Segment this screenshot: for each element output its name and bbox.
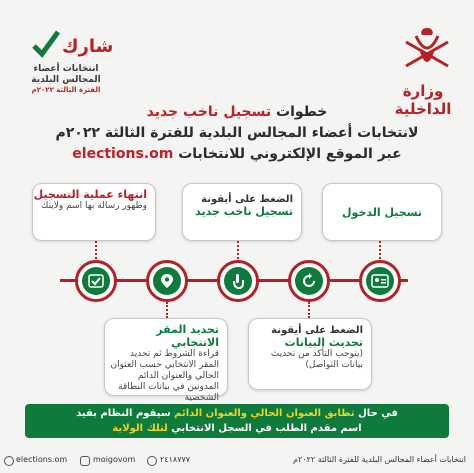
elections-logo-period: الفترة الثالثة ٢٠٢٢م bbox=[31, 86, 101, 94]
banner-highlight: لتلك الولاية bbox=[112, 423, 168, 434]
footer-site[interactable]: elections.om bbox=[16, 455, 68, 464]
connector bbox=[166, 302, 168, 318]
banner-text: سيقوم النظام بقيد bbox=[76, 408, 171, 419]
step-3-title: تحديث البيانات bbox=[284, 336, 363, 349]
footer bbox=[0, 450, 474, 473]
title-line-1 bbox=[0, 104, 474, 120]
banner-text: في حال bbox=[358, 408, 398, 419]
touch-icon bbox=[224, 267, 252, 295]
banner-line-1 bbox=[25, 406, 449, 421]
social-icon bbox=[80, 456, 90, 466]
step-4-title: تحديد المقر الانتخابي bbox=[156, 323, 219, 349]
elections-logo-icon bbox=[28, 22, 114, 62]
step-5-body: وظهور رسالة بها اسم ولايتك bbox=[40, 201, 147, 211]
step-4-marker bbox=[288, 260, 330, 302]
title-line-3 bbox=[0, 146, 474, 162]
checkmark-icon bbox=[82, 267, 110, 295]
step-1-marker bbox=[359, 260, 401, 302]
ministry-emblem-icon bbox=[392, 22, 462, 80]
title-line-3-text: عبر الموقع الإلكتروني للانتخابات bbox=[178, 146, 402, 162]
step-card-new-voter bbox=[182, 183, 302, 241]
step-3-marker bbox=[146, 260, 188, 302]
title-highlight: تسجيل ناخب جديد bbox=[146, 104, 272, 120]
step-2-prefix: الضغط على أيقونة bbox=[201, 194, 293, 205]
ministry-name: وزارة الداخلية bbox=[394, 82, 452, 118]
location-icon bbox=[153, 267, 181, 295]
title-prefix: خطوات bbox=[276, 104, 328, 120]
step-3-prefix: الضغط على أيقونة bbox=[271, 325, 363, 336]
step-card-finish bbox=[32, 183, 156, 241]
banner-text: اسم مقدم الطلب في السجل الانتخابي bbox=[171, 423, 362, 434]
id-card-icon bbox=[366, 267, 394, 295]
step-card-login bbox=[322, 183, 442, 241]
step-3-body: (يتوجب التأكد من تحديث بيانات التواصل) bbox=[270, 349, 363, 370]
step-card-select-center bbox=[104, 318, 228, 403]
step-1-title: تسجيل الدخول bbox=[342, 205, 423, 219]
step-2-marker bbox=[217, 260, 259, 302]
step-5-marker bbox=[75, 260, 117, 302]
banner-line-2 bbox=[25, 421, 449, 436]
phone-icon bbox=[147, 456, 157, 466]
globe-icon bbox=[4, 456, 14, 466]
footer-social[interactable]: moigovom bbox=[93, 455, 136, 464]
footer-caption: انتخابات أعضاء المجالس البلدية للفترة الثالثة ٢٠٢٢م bbox=[293, 455, 466, 464]
title-line-2: لانتخابات أعضاء المجالس البلدية للفترة الثالثة ٢٠٢٢م bbox=[55, 125, 419, 141]
step-5-title: انتهاء عملية التسجيل bbox=[33, 188, 147, 201]
step-2-title: تسجيل ناخب جديد bbox=[195, 205, 293, 218]
step-card-update-data bbox=[248, 318, 372, 390]
banner-highlight: تطابق العنوان الحالي والعنوان الدائم bbox=[174, 408, 355, 419]
info-banner bbox=[25, 404, 449, 438]
website-link[interactable]: elections.om bbox=[72, 146, 174, 162]
connector bbox=[379, 241, 381, 259]
connector bbox=[308, 302, 310, 318]
connector bbox=[95, 241, 97, 259]
refresh-icon bbox=[295, 267, 323, 295]
connector bbox=[237, 241, 239, 259]
elections-logo-wordmark: شارك bbox=[62, 36, 114, 57]
step-4-body: قراءة الشروط ثم تحديد المقر الانتخابي حسب العنوان الحالي والعنوان الدائم المدونين في بيانات البطاقة الشخصية bbox=[110, 349, 219, 403]
elections-logo-title: انتخابات أعضاء المجالس البلدية bbox=[31, 64, 101, 85]
footer-phone[interactable]: ٢٤١٨٧٧٧ bbox=[160, 455, 191, 464]
